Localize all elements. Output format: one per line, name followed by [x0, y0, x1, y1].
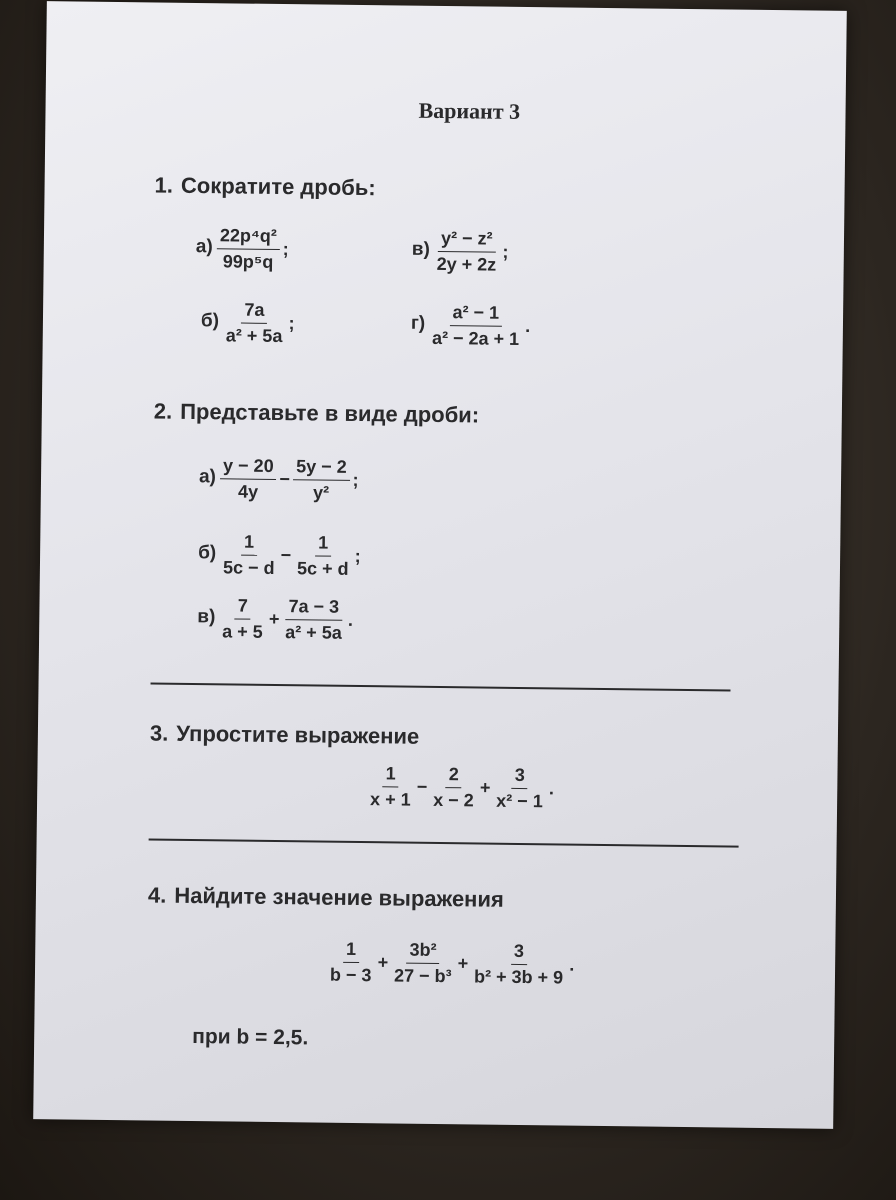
task-2-item-v [197, 595, 356, 644]
operator: − [279, 469, 291, 490]
fraction [430, 764, 477, 812]
task-2-item-b [198, 531, 364, 580]
fraction [220, 455, 277, 503]
task-number: 4. [147, 882, 167, 908]
operator: + [479, 777, 491, 798]
punctuation: ; [282, 239, 289, 260]
task-2-item-a [199, 455, 362, 504]
numerator: 22p⁴q² [217, 225, 280, 250]
numerator: 3 [511, 941, 527, 965]
punctuation: ; [288, 313, 295, 334]
task-4-condition: при b = 2,5. [192, 1025, 309, 1050]
fraction [471, 940, 567, 988]
denominator: a² + 5a [285, 622, 342, 643]
fraction [493, 765, 546, 813]
item-label: а) [195, 236, 213, 258]
denominator: y² [312, 482, 330, 503]
denominator: 5c − d [222, 557, 275, 578]
task-text: Сократите дробь: [180, 172, 376, 201]
numerator: 1 [343, 939, 359, 963]
fraction [223, 299, 286, 347]
punctuation: . [525, 316, 531, 337]
fraction [216, 225, 279, 273]
operator: + [377, 952, 389, 973]
denominator: 99p⁵q [222, 251, 274, 272]
task-text: Упростите выражение [176, 720, 420, 749]
denominator: a² + 5a [225, 325, 283, 347]
numerator: a² − 1 [449, 302, 502, 327]
divider-line [149, 838, 739, 847]
numerator: 7 [235, 595, 251, 619]
task-text: Представьте в виде дроби: [180, 398, 480, 428]
item-label: в) [197, 606, 216, 628]
punctuation: ; [354, 545, 361, 567]
fraction [327, 939, 375, 987]
numerator: y − 20 [220, 455, 277, 480]
task-1-item-g [411, 302, 534, 350]
task-text: Найдите значение выражения [174, 882, 504, 912]
numerator: 5y − 2 [293, 456, 350, 481]
task-2-heading [154, 398, 480, 428]
fraction [282, 596, 345, 644]
fraction [429, 302, 523, 350]
fraction [294, 532, 352, 580]
paper-sheet [33, 1, 847, 1129]
task-1-item-v [412, 228, 512, 276]
denominator: a + 5 [222, 621, 263, 642]
punctuation: . [548, 778, 555, 799]
numerator: 3 [512, 765, 528, 789]
numerator: 7a − 3 [285, 596, 342, 621]
denominator: b² + 3b + 9 [473, 966, 564, 988]
fraction [293, 456, 350, 504]
denominator: x − 2 [433, 789, 474, 811]
punctuation: . [569, 954, 575, 975]
task-4-heading [148, 882, 504, 912]
task-1-item-a [196, 225, 292, 273]
denominator: 2y + 2z [436, 253, 497, 275]
item-label: в) [411, 238, 430, 261]
task-4-expression [327, 939, 578, 989]
denominator: x + 1 [370, 789, 411, 810]
fraction [391, 939, 455, 987]
item-label: б) [198, 542, 217, 564]
numerator: 7a [241, 300, 267, 324]
fraction [220, 531, 278, 579]
task-1-heading [154, 172, 375, 201]
numerator: 1 [383, 763, 399, 787]
numerator: y² − z² [438, 228, 496, 253]
denominator: 5c + d [296, 558, 349, 579]
fraction [219, 595, 266, 643]
operator: + [268, 608, 280, 630]
task-1-item-b [201, 299, 298, 347]
denominator: b − 3 [329, 964, 372, 986]
operator: + [457, 953, 469, 974]
task-3-heading [150, 720, 420, 749]
item-label: г) [410, 312, 426, 334]
numerator: 1 [315, 532, 331, 556]
denominator: 4y [237, 481, 259, 502]
task-number: 3. [149, 720, 169, 746]
punctuation: ; [352, 469, 359, 490]
operator: − [416, 776, 428, 797]
denominator: 27 − b³ [393, 965, 452, 987]
divider-line [151, 682, 731, 691]
numerator: 2 [446, 764, 462, 788]
fraction [434, 228, 500, 276]
punctuation: ; [502, 241, 509, 262]
item-label: б) [200, 310, 220, 332]
numerator: 1 [241, 532, 257, 556]
punctuation: . [347, 609, 354, 630]
task-number: 2. [153, 398, 173, 424]
operator: − [280, 545, 292, 566]
denominator: x² − 1 [496, 790, 543, 812]
fraction [367, 763, 414, 811]
numerator: 3b² [406, 940, 439, 964]
task-3-expression [367, 763, 557, 812]
page-title: Вариант 3 [418, 97, 521, 124]
item-label: а) [198, 466, 217, 488]
task-number: 1. [154, 172, 174, 198]
denominator: a² − 2a + 1 [431, 327, 520, 349]
